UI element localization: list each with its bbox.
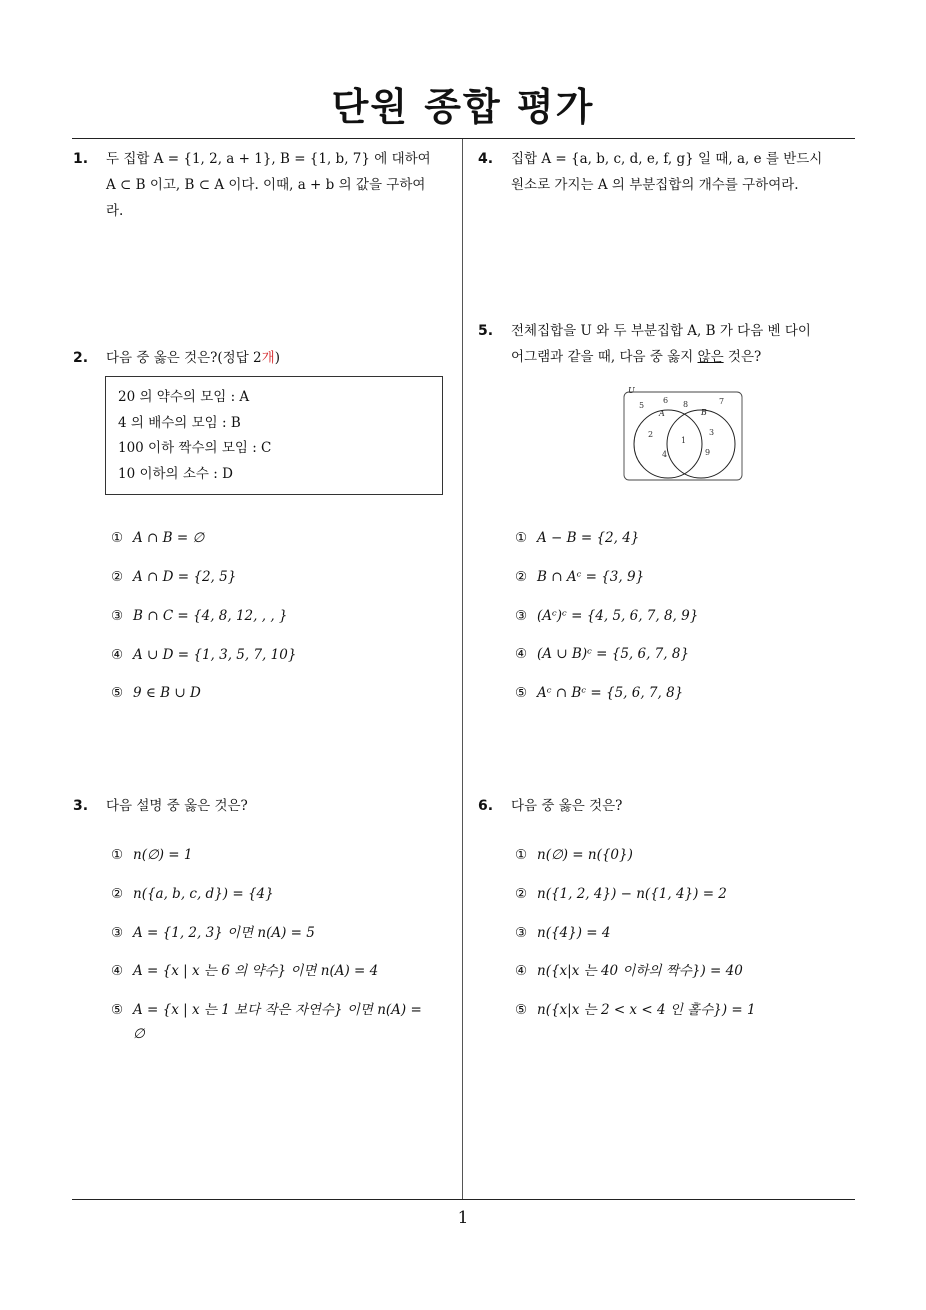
q5-option-2[interactable] [515,565,644,589]
question-text-line: A ⊂ B 이고, B ⊂ A 이다. 이때, a + b 의 값을 구하여 [106,177,426,193]
q3-option-4[interactable] [111,959,378,983]
question-3 [73,793,458,819]
question-2 [73,345,458,371]
venn-element: 4 [662,450,668,459]
option-text: n({x|x 는 2 < x < 4 인 홀수}) = 1 [537,1002,756,1018]
definition-line: 10 이하의 소수 : D [118,465,233,482]
option-text: n(∅) = n({0}) [537,847,633,863]
question-6 [478,793,863,819]
q2-option-3[interactable] [111,604,288,628]
option-text: A − B = {2, 4} [537,530,640,546]
option-marker: ③ [111,925,124,941]
venn-diagram [622,385,744,481]
q6-option-5[interactable] [515,998,756,1022]
option-marker: ① [111,530,124,546]
q5-option-3[interactable] [515,604,698,628]
question-number: 5. [478,323,494,339]
q2-option-5[interactable] [111,681,201,705]
question-text: 다음 중 옳은 것은?(정답 2 [106,350,262,366]
option-text-cont: ∅ [133,1026,145,1042]
option-text: A = {x | x 는 1 보다 작은 자연수} 이면 n(A) = [133,1002,422,1018]
option-marker: ⑤ [111,1002,124,1018]
option-text: 9 ∈ B ∪ D [133,685,201,701]
q3-option-3[interactable] [111,921,315,945]
option-marker: ③ [515,608,528,624]
q5-option-1[interactable] [515,526,639,550]
venn-element: 1 [681,436,687,445]
venn-element: 2 [648,430,654,439]
option-marker: ④ [111,647,124,663]
question-number: 6. [478,798,494,814]
option-text: A = {1, 2, 3} 이면 n(A) = 5 [133,925,315,941]
top-divider [72,138,855,139]
venn-element: 3 [709,428,715,437]
q3-option-2[interactable] [111,882,274,906]
definition-line: 100 이하 짝수의 모임 : C [118,440,272,456]
option-text: Aᶜ ∩ Bᶜ = {5, 6, 7, 8} [537,685,684,701]
question-text-line: 전체집합을 U 와 두 부분집합 A, B 가 다음 벤 다이 [511,323,811,339]
option-text: A ∩ B = ∅ [133,530,205,546]
option-marker: ② [111,886,124,902]
question-number: 4. [478,151,494,167]
page-number: 1 [457,1208,469,1228]
venn-element: 7 [719,397,725,406]
option-text: A = {x | x 는 6 의 약수} 이면 n(A) = 4 [133,963,379,979]
question-text-line: 어그램과 같을 때, 다음 중 옳지 [511,349,698,365]
q6-option-1[interactable] [515,843,633,867]
option-marker: ③ [515,925,528,941]
option-text: B ∩ C = {4, 8, 12, , , } [133,608,288,624]
question-4 [478,146,863,198]
option-marker: ① [111,847,124,863]
question-5 [478,318,863,370]
option-text: (Aᶜ)ᶜ = {4, 5, 6, 7, 8, 9} [537,608,699,624]
set-a-circle [634,410,702,478]
option-marker: ④ [111,963,124,979]
question-number: 1. [73,151,89,167]
definition-line: 4 의 배수의 모임 : B [118,414,241,431]
question-text-line: 집합 A = {a, b, c, d, e, f, g} 일 때, a, e 를 반드시 [511,151,823,167]
emphasis-underline: 않은 [697,349,724,365]
option-marker: ⑤ [515,1002,528,1018]
question-text: 다음 설명 중 옳은 것은? [106,798,248,814]
question-text-line: 것은? [723,349,762,365]
q5-option-4[interactable] [515,642,689,666]
q2-option-2[interactable] [111,565,236,589]
question-number: 3. [73,798,89,814]
definition-line: 20 의 약수의 모임 : A [118,389,250,405]
page-title: 단원 종합 평가 [331,85,595,129]
question-1 [73,146,458,224]
q6-option-4[interactable] [515,959,743,983]
venn-element: 6 [663,396,669,405]
question-text-close: ) [274,350,280,366]
q2-option-4[interactable] [111,643,296,667]
option-text: n({1, 2, 4}) − n({1, 4}) = 2 [537,886,727,902]
q2-option-1[interactable] [111,526,204,550]
question-text-line: 두 집합 A = {1, 2, a + 1}, B = {1, b, 7} 에 대하여 [106,151,431,167]
option-text: n({x|x 는 40 이하의 짝수}) = 40 [537,963,743,979]
venn-label-b: B [701,408,707,417]
bottom-divider [72,1199,855,1200]
definition-box [105,376,443,495]
option-marker: ① [515,847,528,863]
question-number: 2. [73,350,89,366]
option-text: B ∩ Aᶜ = {3, 9} [537,569,645,585]
option-marker: ④ [515,963,528,979]
option-marker: ⑤ [515,685,528,701]
option-marker: ② [111,569,124,585]
q3-option-5[interactable] [111,998,451,1046]
venn-element: 9 [705,448,711,457]
set-b-circle [667,410,735,478]
column-divider [462,139,463,1200]
option-marker: ② [515,886,528,902]
venn-label-a: A [659,409,665,418]
q5-option-5[interactable] [515,681,683,705]
q3-option-1[interactable] [111,843,192,867]
answer-count-unit: 개 [261,350,275,366]
venn-element: 5 [639,401,645,410]
venn-label-u: U [628,386,635,395]
question-text-line: 라. [106,203,124,219]
option-marker: ① [515,530,528,546]
q6-option-2[interactable] [515,882,727,906]
question-text-line: 원소로 가지는 A 의 부분집합의 개수를 구하여라. [511,177,799,193]
option-text: A ∪ D = {1, 3, 5, 7, 10} [133,647,297,663]
option-text: n(∅) = 1 [133,847,193,863]
option-marker: ④ [515,646,528,662]
option-marker: ③ [111,608,124,624]
venn-element: 8 [683,400,689,409]
q6-option-3[interactable] [515,921,610,945]
option-text: (A ∪ B)ᶜ = {5, 6, 7, 8} [537,646,690,662]
option-text: n({4}) = 4 [537,925,611,941]
option-text: A ∩ D = {2, 5} [133,569,237,585]
option-marker: ② [515,569,528,585]
option-marker: ⑤ [111,685,124,701]
question-text: 다음 중 옳은 것은? [511,798,623,814]
option-text: n({a, b, c, d}) = {4} [133,886,274,902]
